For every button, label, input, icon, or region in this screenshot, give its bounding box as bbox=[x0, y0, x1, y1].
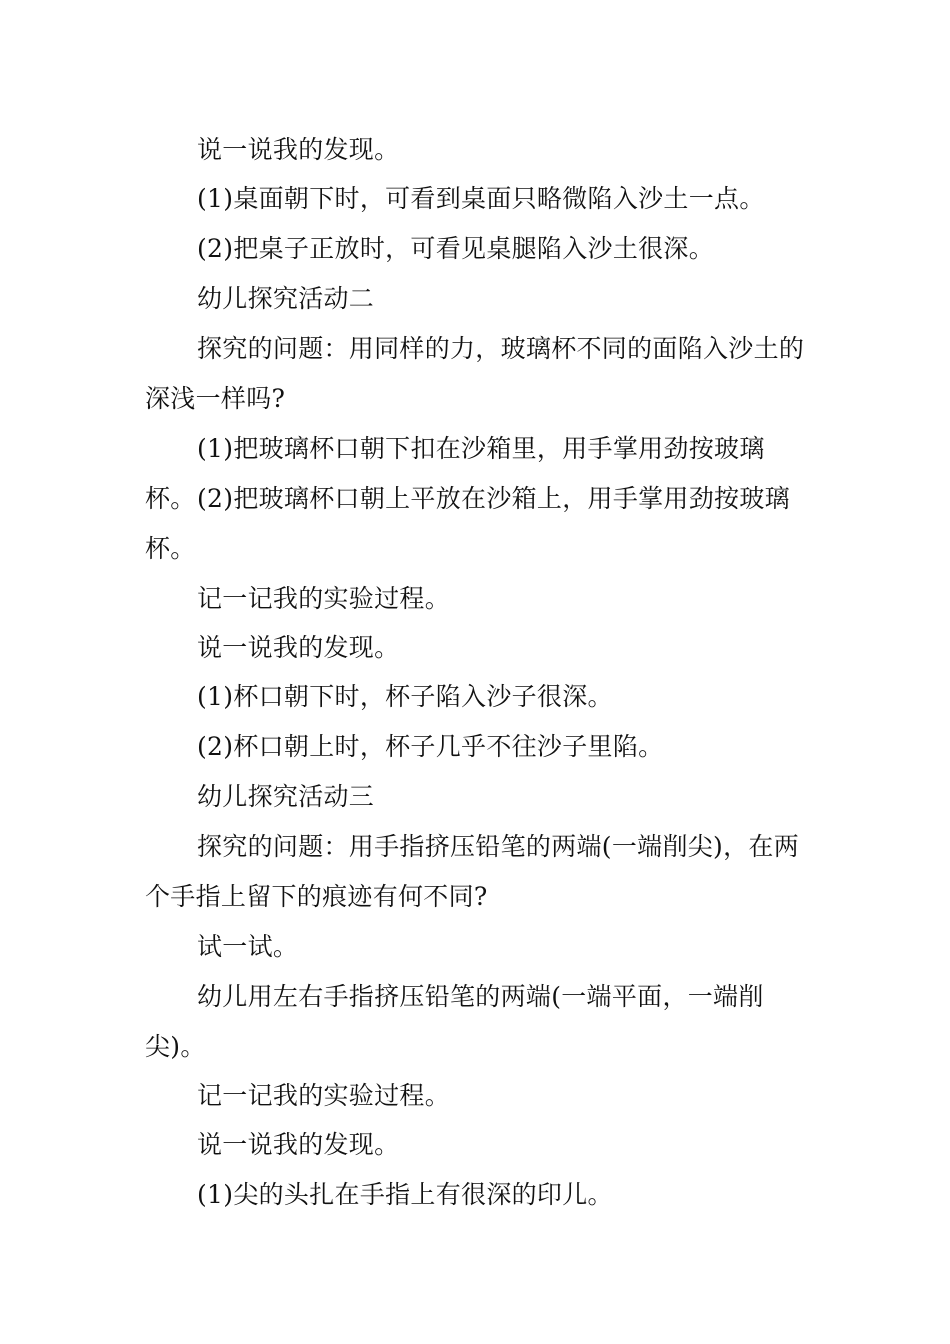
paragraph: 记一记我的实验过程。 bbox=[197, 584, 451, 613]
paragraph: 探究的问题：用手指挤压铅笔的两端(一端削尖)，在两个手指上留下的痕迹有何不同? bbox=[145, 832, 800, 911]
section-heading: 幼儿探究活动三 bbox=[197, 782, 375, 811]
paragraph: (2)把玻璃杯口朝上平放在沙箱上，用手掌用劲按玻璃杯。 bbox=[145, 484, 790, 563]
paragraph: 探究的问题：用同样的力，玻璃杯不同的面陷入沙土的深浅一样吗? bbox=[145, 334, 805, 413]
section-heading: 幼儿探究活动二 bbox=[197, 284, 375, 313]
paragraph: 幼儿用左右手指挤压铅笔的两端(一端平面，一端削尖)。 bbox=[145, 982, 764, 1061]
paragraph: (2)把桌子正放时，可看见桌腿陷入沙土很深。 bbox=[197, 234, 715, 263]
paragraph: 说一说我的发现。 bbox=[197, 633, 400, 662]
paragraph: 说一说我的发现。 bbox=[197, 135, 400, 164]
paragraph: (1)尖的头扎在手指上有很深的印儿。 bbox=[197, 1180, 613, 1209]
paragraph: 记一记我的实验过程。 bbox=[197, 1081, 451, 1110]
paragraph: (1)桌面朝下时，可看到桌面只略微陷入沙土一点。 bbox=[197, 184, 765, 213]
paragraph: 试一试。 bbox=[197, 932, 299, 961]
paragraph: (1)把玻璃杯口朝下扣在沙箱里，用手掌用劲按玻璃杯。 bbox=[145, 434, 765, 513]
paragraph: (2)杯口朝上时，杯子几乎不往沙子里陷。 bbox=[197, 732, 664, 761]
paragraph: (1)杯口朝下时，杯子陷入沙子很深。 bbox=[197, 682, 613, 711]
paragraph: 说一说我的发现。 bbox=[197, 1130, 400, 1159]
